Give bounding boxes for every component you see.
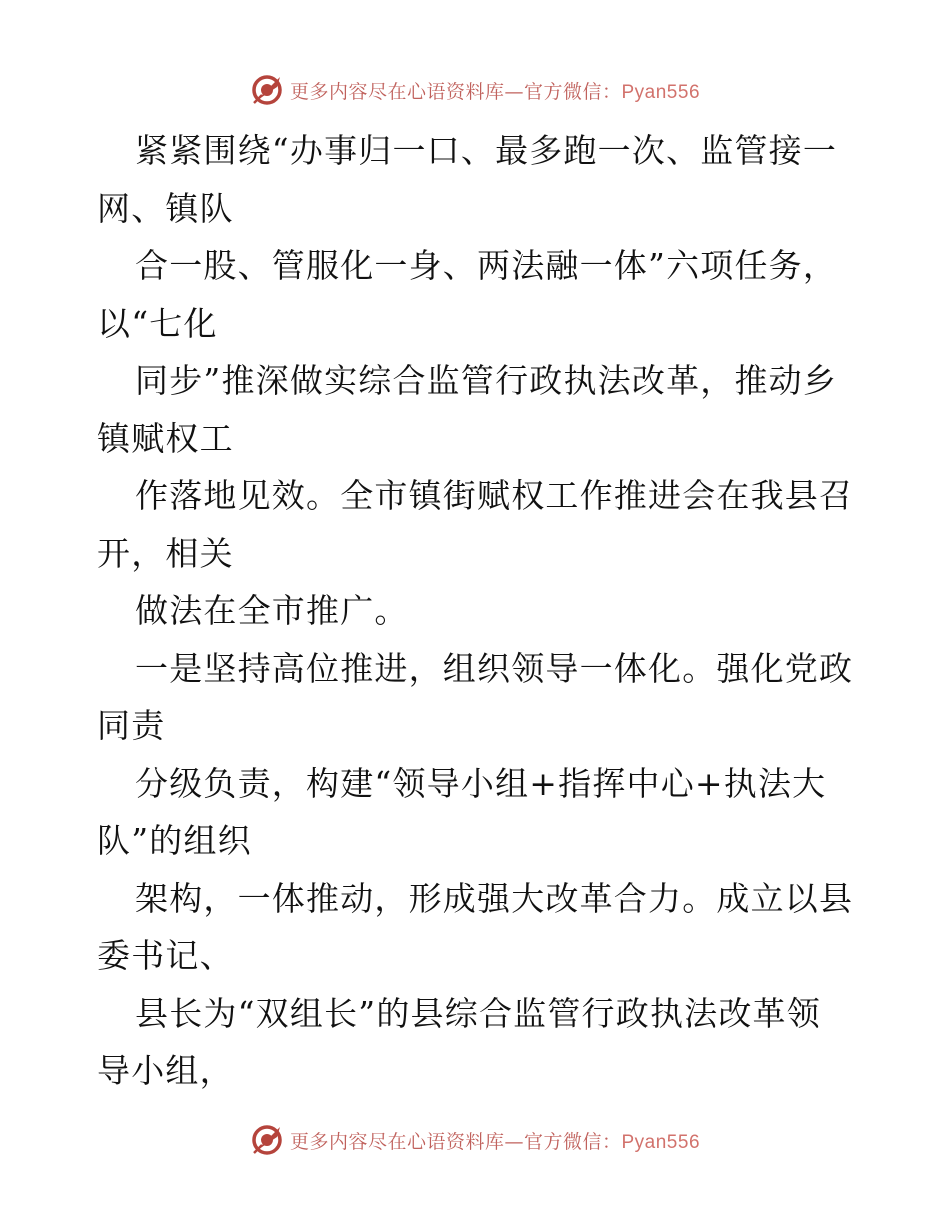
text-line: 开，相关 bbox=[97, 533, 234, 573]
text-line: 以“七化 bbox=[97, 303, 218, 343]
text-line: 县长为“双组长”的县综合监管行政执法改革领 bbox=[135, 993, 821, 1033]
footer-wechat-handle: Pyan556 bbox=[621, 1131, 701, 1153]
text-line: 分级负责，构建“领导小组+指挥中心+执法大 bbox=[135, 763, 827, 803]
text-line: 同责 bbox=[97, 706, 166, 745]
text-line: 一是坚持高位推进，组织领导一体化。强化党政 bbox=[135, 648, 854, 688]
header-banner bbox=[0, 70, 950, 110]
header-wechat-handle: Pyan556 bbox=[621, 81, 701, 103]
quill-logo-icon bbox=[250, 1123, 284, 1157]
text-line: 队”的组织 bbox=[97, 821, 252, 860]
text-line: 紧紧围绕“办事归一口、最多跑一次、监管接一 bbox=[135, 131, 838, 170]
text-line: 网、镇队 bbox=[97, 188, 234, 228]
text-line: 同步”推深做实综合监管行政执法改革，推动乡 bbox=[135, 361, 838, 400]
text-line: 架构，一体推动，形成强大改革合力。成立以县 bbox=[135, 878, 854, 918]
text-line: 镇赋权工 bbox=[97, 418, 234, 458]
text-line: 委书记、 bbox=[97, 936, 234, 975]
text-line: 合一股、管服化一身、两法融一体”六项任务， bbox=[135, 246, 838, 285]
quill-logo-icon bbox=[250, 73, 284, 107]
document-body bbox=[97, 122, 857, 1100]
footer-banner-label: 更多内容尽在心语资料库—官方微信： bbox=[289, 1130, 622, 1153]
paragraph-lines bbox=[97, 122, 857, 1100]
text-line: 作落地见效。全市镇街赋权工作推进会在我县召 bbox=[135, 476, 854, 515]
footer-banner bbox=[0, 1120, 950, 1160]
text-line: 做法在全市推广。 bbox=[135, 591, 409, 630]
text-line: 导小组， bbox=[97, 1051, 234, 1090]
footer-banner-text bbox=[290, 1127, 700, 1154]
header-banner-text bbox=[290, 77, 700, 104]
header-banner-label: 更多内容尽在心语资料库—官方微信： bbox=[289, 80, 622, 103]
